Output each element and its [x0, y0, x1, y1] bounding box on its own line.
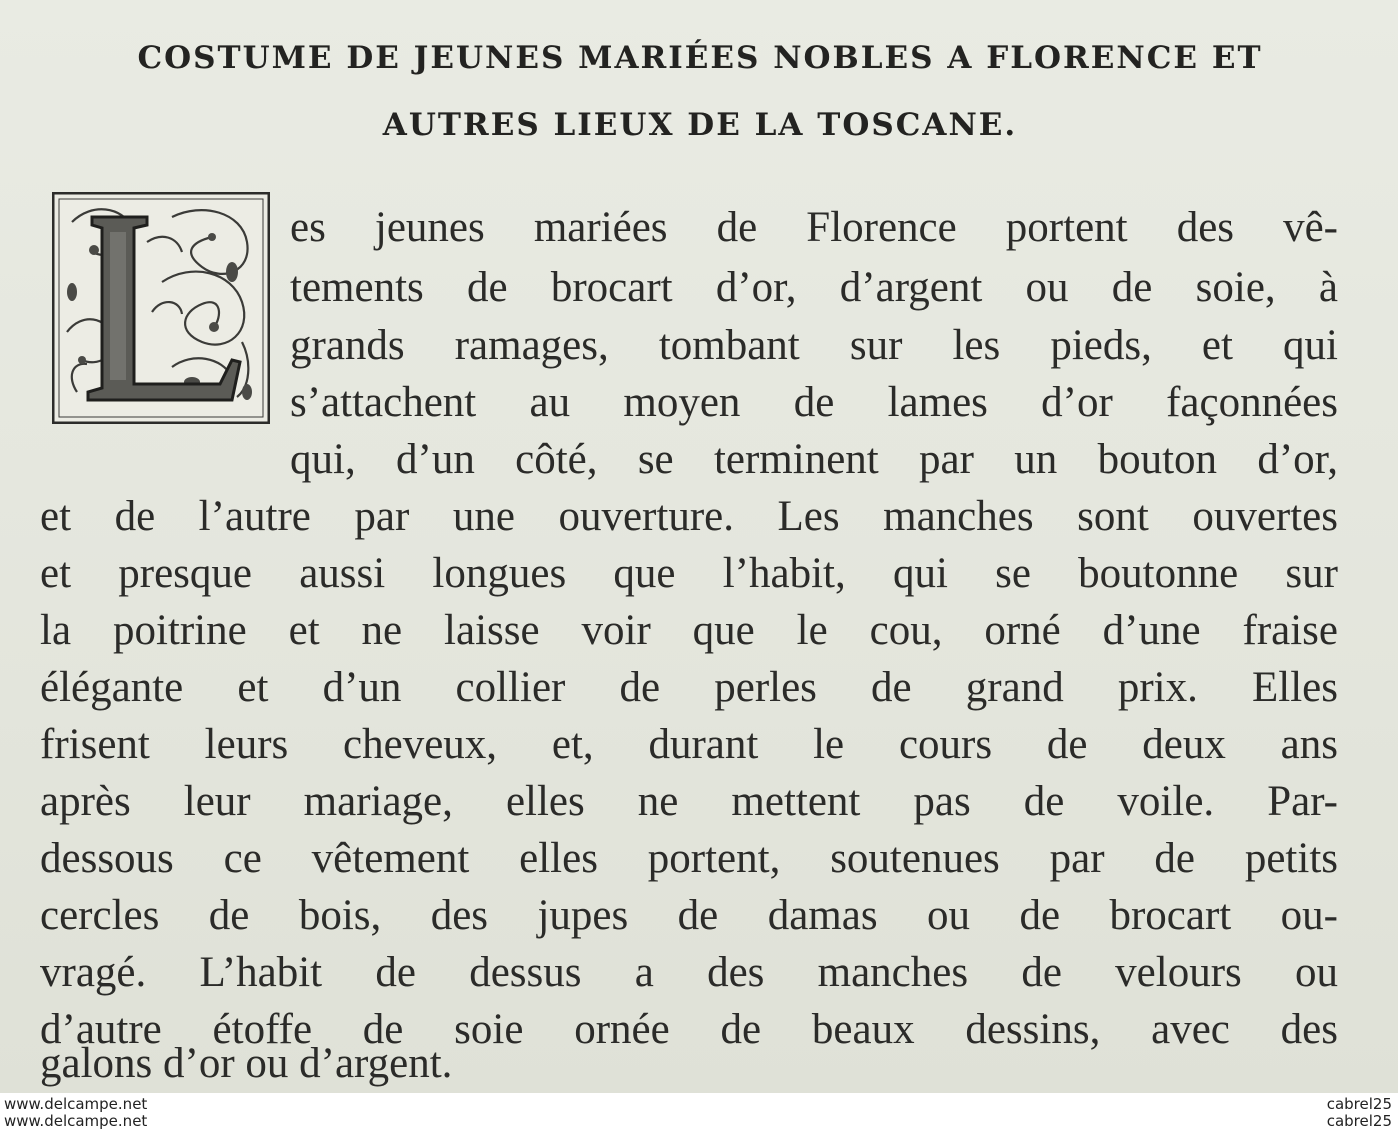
- watermark-footer: [0, 1093, 1398, 1132]
- body-text-line: élégante et d’un collier de perles de grand prix. Elles: [40, 664, 1338, 711]
- body-text-line: dessous ce vêtement elles portent, soutenues par de petits: [40, 835, 1338, 882]
- body-text-line: qui, d’un côté, se terminent par un bouton d’or,: [290, 436, 1338, 483]
- body-text-line: d’autre étoffe de soie ornée de beaux dessins, avec des: [40, 1006, 1338, 1053]
- body-text-line: tements de brocart d’or, d’argent ou de soie, à: [290, 264, 1338, 311]
- body-text-line: cercles de bois, des jupes de damas ou de brocart ou-: [40, 892, 1338, 939]
- body-text-line: grands ramages, tombant sur les pieds, et qui: [290, 322, 1338, 369]
- body-text-line: s’attachent au moyen de lames d’or façonnées: [290, 379, 1338, 426]
- page-title-line-1: COSTUME DE JEUNES MARIÉES NOBLES A FLORENCE ET: [137, 40, 1263, 76]
- watermark-url: www.delcampe.net: [4, 1112, 148, 1130]
- body-text-line: es jeunes mariées de Florence portent des vê-: [290, 204, 1338, 251]
- body-text-line: vragé. L’habit de dessus a des manches de velours ou: [40, 949, 1338, 996]
- body-text-line: et presque aussi longues que l’habit, qui se boutonne sur: [40, 550, 1338, 597]
- body-text-line: la poitrine et ne laisse voir que le cou, orné d’une fraise: [40, 607, 1338, 654]
- watermark-url: www.delcampe.net: [4, 1095, 148, 1113]
- page-title-line-2: AUTRES LIEUX DE LA TOSCANE.: [382, 107, 1018, 143]
- body-text-line: galons d’or ou d’argent.: [40, 1040, 453, 1087]
- watermark-seller: cabrel25: [1326, 1095, 1392, 1113]
- ornamental-drop-cap: [52, 192, 270, 424]
- body-text-line: frisent leurs cheveux, et, durant le cours de deux ans: [40, 721, 1338, 768]
- watermark-seller: cabrel25: [1326, 1112, 1392, 1130]
- body-text-line: après leur mariage, elles ne mettent pas de voile. Par-: [40, 778, 1338, 825]
- body-text-line: et de l’autre par une ouverture. Les manches sont ouvertes: [40, 493, 1338, 540]
